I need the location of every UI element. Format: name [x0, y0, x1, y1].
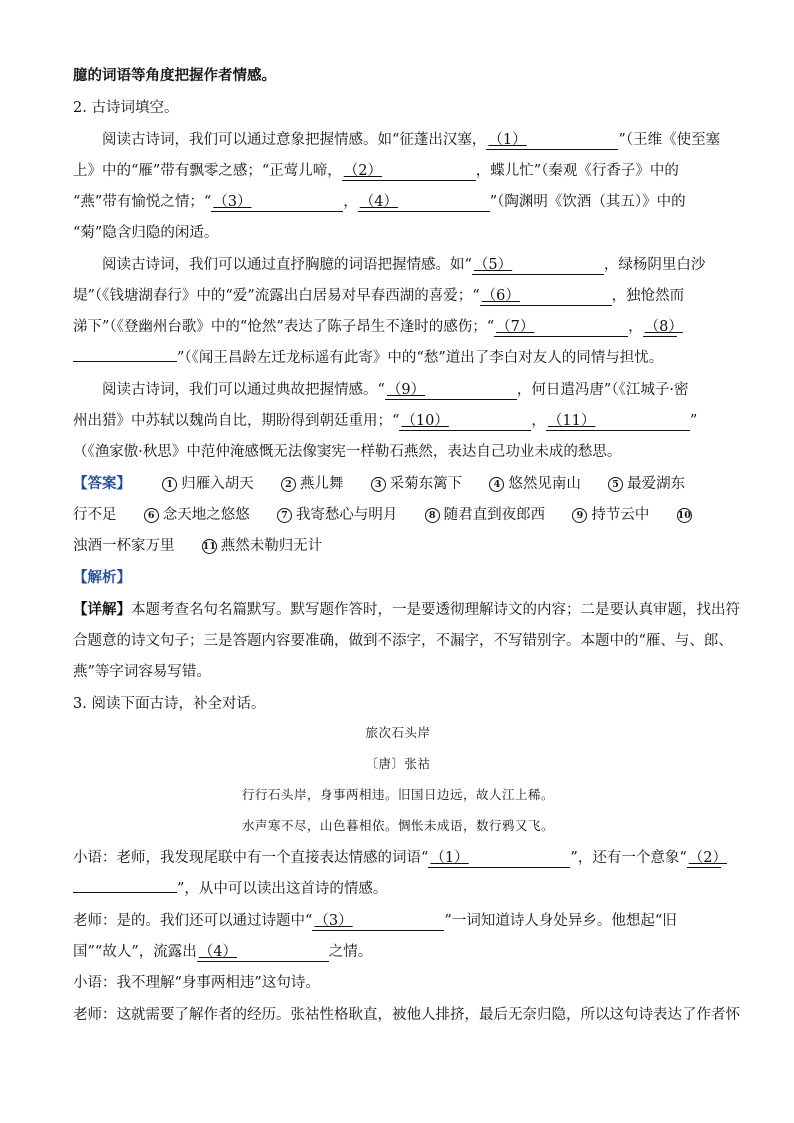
q2-p1-line4: “菊”隐含归隐的闲适。 — [73, 225, 219, 241]
dialog-line6: 老师：这就需要了解作者的经历。张祜性格耿直，被他人排挤，最后无奈归隐，所以这句诗表达了作者怀 — [73, 1007, 740, 1023]
blank-3[interactable]: （3） — [211, 194, 343, 212]
blank-5[interactable]: （5） — [472, 257, 604, 275]
analysis-line2: 合题意的诗文句子；三是答题内容要准确，做到不添字，不漏字，不写错别字。本题中的“雁、与、郎、 — [73, 633, 733, 649]
blank-9[interactable]: （9） — [385, 382, 517, 400]
q2-p2-line4: ”（《闻王昌龄左迁龙标遥有此寄》中的“愁”道出了李白对友人的同情与担忧。 — [73, 348, 723, 368]
q2-p3-line3: （《渔家傲·秋思》中范仲淹感慨无法像窦宪一样勒石燕然，表达自己功业未成的愁思。 — [73, 444, 622, 460]
q3-blank-1[interactable]: （1） — [428, 850, 570, 868]
q3-blank-2[interactable]: （2） — [688, 850, 727, 866]
blank-7[interactable]: （7） — [494, 319, 628, 337]
answer-line3 — [73, 536, 723, 556]
dialog-line5: 小语：我不理解“身事两相违”这句诗。 — [73, 975, 320, 991]
dialog-line2: ”，从中可以读出这首诗的情感。 — [73, 879, 723, 899]
q3-title: 3. 阅读下面古诗，补全对话。 — [73, 696, 266, 712]
detail-label: 【详解】 — [73, 601, 131, 618]
q3-blank-2-cont[interactable] — [73, 892, 177, 893]
dialog-line3: 老师：是的。我们还可以通过诗题中“ （3） ”一词知道诗人身处异乡。他想起“旧 — [73, 913, 677, 929]
poem-author: 〔唐〕张祜 — [365, 756, 431, 771]
blank-11[interactable]: （11） — [546, 413, 690, 431]
answer-item-8: 8 随君直到夜郎西 — [425, 507, 546, 523]
q2-p2-line3: 涕下”（《登幽州台歌》中的“怆然”表达了陈子昂生不逢时的感伤；“ （7） ， （8） — [73, 319, 683, 335]
dialog-line4: 国”“故人”，流露出 （4） 之情。 — [73, 944, 373, 960]
blank-6[interactable]: （6） — [480, 288, 612, 306]
answer-item-11: 11 燕然未勒归无计 — [202, 538, 323, 554]
answer-item-1: 1 归雁入胡天 — [162, 476, 254, 492]
poem-title: 旅次石头岸 — [365, 725, 431, 740]
analysis-label: 【解析】 — [73, 569, 131, 586]
q2-p1-line1: 阅读古诗词，我们可以通过意象把握情感。如“征蓬出汉塞， （1） ”（王维《使至塞 — [102, 132, 721, 148]
q2-p2-line2: 堤”（《钱塘湖春行》中的“爱”流露出白居易对早春西湖的喜爱；“ （6） ，独怆然而 — [73, 288, 685, 304]
blank-2[interactable]: （2） — [342, 163, 476, 181]
answer-item-5-cont: 行不足 — [73, 507, 117, 523]
answer-line1 — [73, 474, 723, 494]
blank-8[interactable]: （8） — [644, 319, 683, 335]
blank-8-cont[interactable] — [73, 361, 177, 362]
intro-tail-line: 臆的词语等角度把握作者情感。 — [73, 67, 276, 84]
q3-blank-3[interactable]: （3） — [312, 913, 444, 931]
answer-item-6: 6 念天地之悠悠 — [144, 507, 250, 523]
poem-line-2: 水声寒不尽，山色暮相依。惆怅未成语，数行鸦又飞。 — [241, 818, 554, 833]
q3-blank-4[interactable]: （4） — [197, 944, 329, 962]
analysis-label-line — [73, 568, 723, 588]
answer-item-10-number: 10 — [677, 510, 691, 521]
q2-p2-line1: 阅读古诗词，我们可以通过直抒胸臆的词语把握情感。如“ （5） ，绿杨阴里白沙 — [102, 257, 706, 273]
dialog-line1: 小语：老师，我发现尾联中有一个直接表达情感的词语“ （1） ”，还有一个意象“ （2） — [73, 850, 727, 866]
answer-item-3: 3 采菊东篱下 — [371, 476, 463, 492]
q2-p1-line2: 上》中的“雁”带有飘零之感；“正莺儿啼， （2） ，蝶儿忙”（秦观《行香子》中的 — [73, 163, 679, 179]
answer-item-10-text: 浊酒一杯家万里 — [73, 538, 175, 554]
analysis-line3: 燕”等字词容易写错。 — [73, 664, 211, 680]
poem-line-1: 行行石头岸，身事两相违。旧国日边远，故人江上稀。 — [241, 787, 554, 802]
q2-p3-line2: 州出猎》中苏轼以魏尚自比，期盼得到朝廷重用；“ （10） ， （11） ” — [73, 413, 698, 429]
blank-4[interactable]: （4） — [358, 194, 490, 212]
answer-item-2: 2 燕儿舞 — [281, 476, 344, 492]
blank-10[interactable]: （10） — [399, 413, 531, 431]
answer-item-9: 9 持节云中 — [572, 507, 649, 523]
q2-p3-line1: 阅读古诗词，我们可以通过典故把握情感。“ （9） ，何日遣冯唐”（《江城子·密 — [102, 382, 689, 398]
answer-line2 — [73, 505, 723, 525]
blank-1[interactable]: （1） — [486, 132, 618, 150]
answer-label: 【答案】 — [73, 475, 131, 492]
q2-p1-line3: “燕”带有愉悦之情；“ （3） ， （4） ”（陶渊明《饮酒（其五）》中的 — [73, 194, 686, 210]
q2-title: 2. 古诗词填空。 — [73, 100, 179, 116]
answer-item-7: 7 我寄愁心与明月 — [277, 507, 398, 523]
analysis-line1: 【详解】本题考查名句名篇默写。默写题作答时，一是要透彻理解诗文的内容；二是要认真审题，找出符 — [73, 601, 740, 618]
answer-item-5: 5 最爱湖东 — [608, 476, 685, 492]
answer-item-4: 4 悠然见南山 — [489, 476, 581, 492]
